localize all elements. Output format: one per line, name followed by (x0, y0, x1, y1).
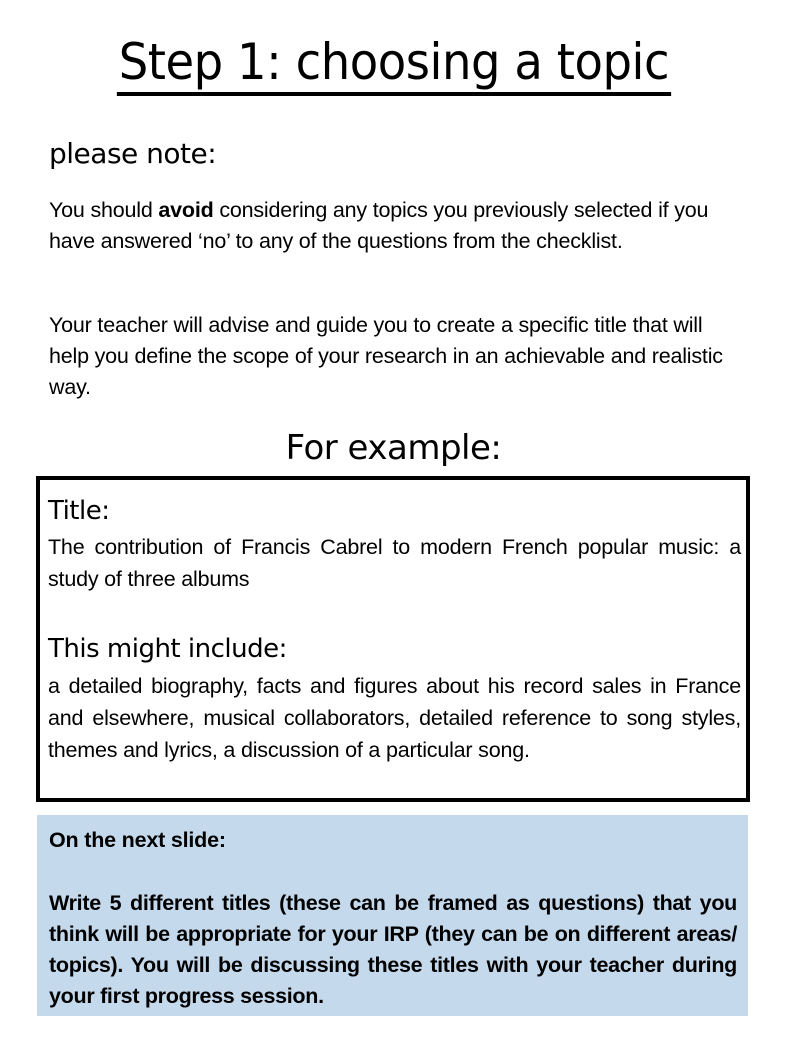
next-slide-heading: On the next slide: (49, 828, 226, 852)
note-heading: please note: (49, 137, 217, 170)
avoid-emphasis: avoid (158, 198, 214, 222)
example-box (36, 476, 750, 802)
example-title-value: The contribution of Francis Cabrel to modern French popular music: a study of three albums (48, 535, 741, 591)
avoid-paragraph-end: considering any topics you previously selected if you have answered ‘no’ to any of the questions from the checklist. (49, 198, 709, 253)
example-include-value: a detailed biography, facts and figures about his record sales in France and elsewhere, musical collaborators, detailed reference to song styles, themes and lyrics, a discussion of a particular song. (48, 674, 741, 762)
next-slide-box (37, 815, 748, 1016)
teacher-guidance-paragraph: Your teacher will advise and guide you to create a specific title that will help you define the scope of your research in an achievable and realistic way. (49, 313, 723, 399)
example-include-label: This might include: (48, 634, 287, 664)
example-heading: For example: (285, 428, 502, 468)
avoid-paragraph (49, 195, 739, 257)
avoid-paragraph-start: You should (49, 198, 159, 222)
example-title-label: Title: (48, 496, 110, 526)
next-slide-instructions: Write 5 different titles (these can be framed as questions) that you think will be appropriate for your IRP (they can be on different areas/ topics). You will be discussing these titles with your teacher during your first progress session. (49, 891, 737, 1008)
page-title (0, 30, 787, 96)
page-title-text: Step 1: choosing a topic (116, 32, 670, 96)
